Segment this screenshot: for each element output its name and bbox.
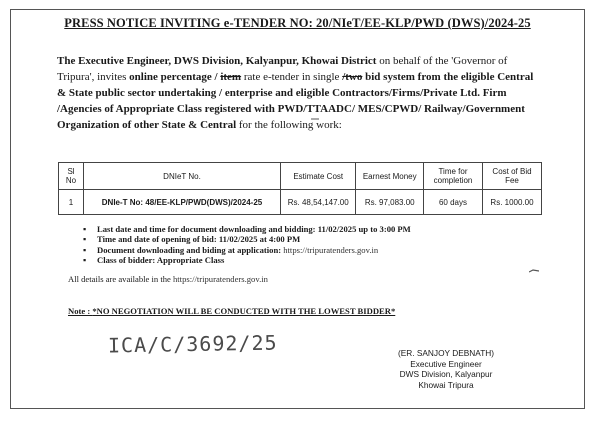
negotiation-note (68, 306, 395, 316)
intro-text-2: online percentage / (129, 71, 221, 83)
cell-dniet-no: DNIe-T No: 48/EE-KLP/PWD(DWS)/2024-25 (84, 190, 281, 215)
header-time-for-completion: Time for completion (424, 163, 483, 190)
notice-title: PRESS NOTICE INVITING e-TENDER NO: 20/NIeT/EE-KLP/PWD (DWS)/2024-25 (64, 16, 531, 30)
signatory-location: Khowai Tripura (418, 379, 474, 390)
handwritten-reference: ICA/C/3692/25 (107, 330, 278, 358)
cell-estimate-cost: Rs. 48,54,147.00 (281, 190, 356, 215)
table-row (59, 190, 542, 215)
signature-block (381, 348, 511, 390)
intro-struck-item: item (220, 71, 242, 83)
pen-mark-icon (529, 268, 539, 274)
notice-sheet (10, 9, 585, 409)
list-item (83, 234, 503, 244)
pen-tick-icon (311, 117, 319, 121)
intro-text-3: rate e-tender in single (241, 71, 343, 83)
cell-sl-no: 1 (59, 190, 84, 215)
tender-table (58, 162, 542, 215)
last-date-text: Last date and time for document downloading and bidding: 11/02/2025 up to 3:00 PM (97, 224, 411, 234)
cell-bid-fee: Rs. 1000.00 (483, 190, 542, 215)
details-line (68, 274, 268, 284)
cell-time-for-completion: 60 days (424, 190, 483, 215)
download-label: Document downloading and biding at application: (97, 244, 284, 255)
note-text: *NO NEGOTIATION WILL BE CONDUCTED WITH THE LOWEST BIDDER* (92, 306, 396, 316)
bidder-class-text: Class of bidder: Appropriate Class (97, 254, 225, 265)
note-label: Note : (68, 306, 93, 316)
header-sl-no: Sl No (59, 163, 84, 190)
details-portal-link[interactable]: https://tripuratenders.gov.in (173, 274, 268, 284)
table-header-row (59, 163, 542, 190)
details-label: All details are available in the (68, 274, 173, 284)
intro-issuer: The Executive Engineer, DWS Division, Kalyanpur, Khowai District (57, 55, 377, 67)
header-bid-fee: Cost of Bid Fee (483, 163, 542, 190)
intro-text-1: on behalf of the 'Governor of Tripura', invites (57, 55, 508, 83)
tender-portal-link[interactable]: https://tripuratenders.gov.in (283, 244, 379, 255)
tender-details-list (83, 224, 503, 265)
intro-text-4: for the following work: (236, 119, 342, 131)
intro-struck-two: /two (342, 71, 363, 83)
opening-date-text: Time and date of opening of bid: 11/02/2025 at 4:00 PM (97, 234, 301, 245)
header-earnest-money: Earnest Money (356, 163, 424, 190)
signatory-division: DWS Division, Kalyanpur (399, 369, 493, 379)
list-item (83, 245, 503, 255)
intro-eligibility: bid system from the eligible Central & State public sector undertaking / enterprise and eligible Contractors/Firms/Private Ltd. Firm /Agencies of Appropriate Class registered with PWD/TTAADC/ MES/CPWD/ Railway/Government Organization of other State & Central (57, 71, 534, 131)
header-dniet-no: DNIeT No. (84, 163, 281, 190)
signatory-name: (ER. SANJOY DEBNATH) (397, 348, 495, 358)
intro-paragraph (57, 53, 535, 133)
list-item (83, 224, 503, 234)
signatory-designation: Executive Engineer (410, 358, 482, 369)
header-estimate-cost: Estimate Cost (281, 163, 356, 190)
cell-earnest-money: Rs. 97,083.00 (356, 190, 424, 215)
list-item (83, 255, 503, 265)
